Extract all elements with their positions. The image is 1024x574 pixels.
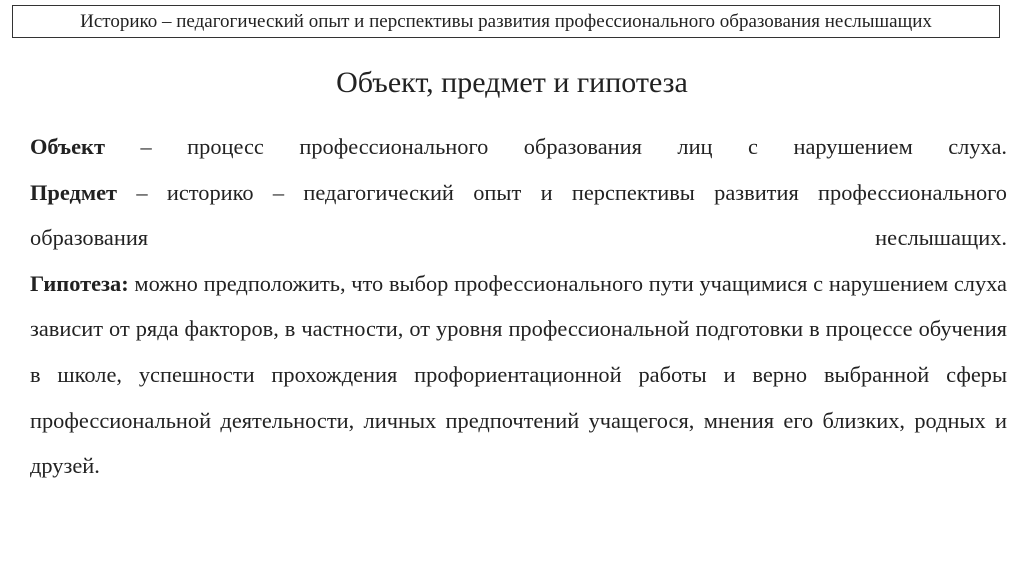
subject-text: – историко – педагогический опыт и перспективы развития профессионального образования неслышащих. — [30, 179, 1007, 251]
hypothesis-text: можно предположить, что выбор профессионального пути учащимися с нарушением слуха зависит от ряда факторов, в частности, от уровня профессиональной подготовки в процессе обучения в школе, успешности прохождения профориентационной работы и верно выбранной сферы профессиональной деятельности, личных предпочтений учащегося, мнения его близких, родных и друзей. — [30, 270, 1007, 479]
slide-content — [30, 124, 1007, 489]
object-term: Объект — [30, 134, 105, 159]
header-banner-text: Историко – педагогический опыт и перспективы развития профессионального образования неслышащих — [80, 10, 932, 32]
header-banner — [12, 5, 1000, 38]
subject-term: Предмет — [30, 179, 118, 205]
hypothesis-paragraph — [30, 261, 1007, 489]
subject-paragraph — [30, 170, 1007, 261]
slide-title: Объект, предмет и гипотеза — [336, 66, 688, 99]
object-paragraph — [30, 124, 1007, 170]
hypothesis-term: Гипотеза: — [30, 270, 129, 296]
object-text: – процесс профессионального образования лиц с нарушением слуха. — [104, 134, 1007, 159]
